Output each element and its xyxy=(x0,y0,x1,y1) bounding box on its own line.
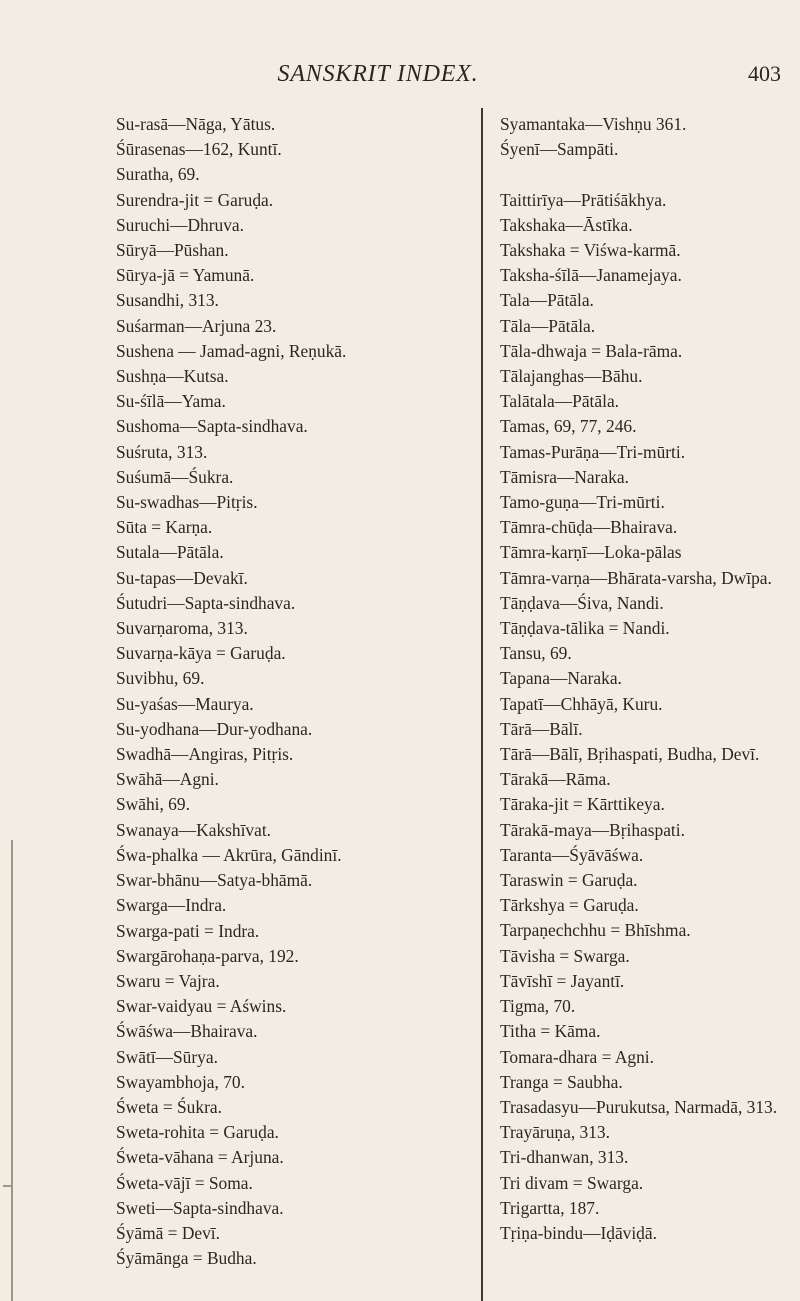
index-entry: Suśruta, 313. xyxy=(116,441,208,462)
index-entry: Taksha-śīlā—Janamejaya. xyxy=(500,265,682,286)
index-entry: Tāṇḍava—Śiva, Nandi. xyxy=(500,592,664,613)
index-entry: Śweta-vāhana = Arjuna. xyxy=(116,1147,284,1168)
margin-tick xyxy=(3,1185,13,1187)
index-entry: Tālajanghas—Bāhu. xyxy=(500,366,643,387)
column-divider xyxy=(481,108,483,1301)
index-entry: Sūta = Karṇa. xyxy=(116,517,213,538)
index-entry: Śwa-phalka — Akrūra, Gāndinī. xyxy=(116,844,342,865)
index-entry: Suvibhu, 69. xyxy=(116,668,205,689)
index-entry: Suvarṇa-kāya = Garuḍa. xyxy=(116,643,286,664)
index-entry: Tāṇḍava-tālika = Nandi. xyxy=(500,618,670,639)
index-entry: Swātī—Sūrya. xyxy=(116,1046,218,1067)
index-entry: Syamantaka—Vishṇu 361. xyxy=(500,114,687,134)
index-entry: Sushṇa—Kutsa. xyxy=(116,366,229,387)
index-entry: Śyāmā = Devī. xyxy=(116,1222,220,1243)
index-entry: Tārakā—Rāma. xyxy=(500,769,611,790)
index-entry: Swāhi, 69. xyxy=(116,794,190,815)
index-entry: Tārā—Bālī. xyxy=(500,718,583,739)
index-entry: Sutala—Pātāla. xyxy=(116,542,224,563)
index-entry: Su-śīlā—Yama. xyxy=(116,391,226,412)
index-entry: Talātala—Pātāla. xyxy=(500,391,620,412)
index-entry: Tāmra-chūḍa—Bhairava. xyxy=(500,517,678,538)
right-column xyxy=(500,112,790,1246)
index-entry: Taraswin = Garuḍa. xyxy=(500,870,638,891)
index-entry: Tāvīshī = Jayantī. xyxy=(500,970,625,991)
index-entry: Tomara-dhara = Agni. xyxy=(500,1046,654,1067)
running-title: SANSKRIT INDEX. xyxy=(277,61,479,87)
index-entry: Taittirīya—Prātiśākhya. xyxy=(500,189,667,210)
index-entry: Śyenī—Sampāti. xyxy=(500,139,619,160)
index-entry: Tṛiṇa-bindu—Iḍāviḍā. xyxy=(500,1222,657,1243)
index-entry: Suśumā—Śukra. xyxy=(116,466,234,487)
index-entry: Suvarṇaroma, 313. xyxy=(116,618,248,639)
index-entry: Swayambhoja, 70. xyxy=(116,1071,245,1092)
index-entry: Su-tapas—Devakī. xyxy=(116,567,248,588)
index-entry: Śyāmānga = Budha. xyxy=(116,1248,257,1269)
index-entry: Tigma, 70. xyxy=(500,996,576,1017)
page-number: 403 xyxy=(748,61,781,86)
index-entry: Tāvisha = Swarga. xyxy=(500,945,630,966)
index-entry: Su-yaśas—Maurya. xyxy=(116,693,254,714)
index-entry: Tamo-guṇa—Tri-mūrti. xyxy=(500,492,665,513)
index-entry: Trayāruṇa, 313. xyxy=(500,1122,610,1143)
index-entry: Su-yodhana—Dur-yodhana. xyxy=(116,718,313,739)
index-entry: Swarga—Indra. xyxy=(116,895,227,916)
running-head xyxy=(0,58,800,98)
index-entry: Swar-bhānu—Satya-bhāmā. xyxy=(116,870,313,891)
index-entry: Swāhā—Agni. xyxy=(116,769,219,790)
index-entry: Tāmisra—Naraka. xyxy=(500,466,629,487)
section-gap xyxy=(500,162,790,187)
index-entry: Sūryā—Pūshan. xyxy=(116,240,229,261)
index-entry: Tārakā-maya—Bṛihaspati. xyxy=(500,819,685,840)
index-entry: Taranta—Śyāvāśwa. xyxy=(500,844,644,865)
index-entry: Tāmra-karṇī—Loka-pālas xyxy=(500,542,682,563)
index-entry: Sushena — Jamad-agni, Reṇukā. xyxy=(116,340,347,361)
index-entry: Su-rasā—Nāga, Yātus. xyxy=(116,114,276,134)
index-entry: Suratha, 69. xyxy=(116,164,200,185)
index-entry: Swar-vaidyau = Aświns. xyxy=(116,996,287,1017)
index-entry: Tri divam = Swarga. xyxy=(500,1172,644,1193)
index-entry: Suruchi—Dhruva. xyxy=(116,214,244,235)
index-entry: Tāmra-varṇa—Bhārata-varsha, Dwīpa. xyxy=(500,567,772,588)
index-entry: Swadhā—Angiras, Pitṛis. xyxy=(116,744,294,765)
index-entry: Tapatī—Chhāyā, Kuru. xyxy=(500,693,663,714)
index-entry: Trasadasyu—Purukutsa, Narmadā, 313. xyxy=(500,1096,778,1117)
index-entry: Śūrasenas—162, Kuntī. xyxy=(116,139,282,160)
index-entry: Tāla-dhwaja = Bala-rāma. xyxy=(500,340,683,361)
index-entry: Swanaya—Kakshīvat. xyxy=(116,819,272,840)
index-entry: Takshaka—Āstīka. xyxy=(500,214,633,235)
index-entry: Swarga-pati = Indra. xyxy=(116,920,260,941)
index-entry: Surendra-jit = Garuḍa. xyxy=(116,189,274,210)
index-entry: Sweta-rohita = Garuḍa. xyxy=(116,1122,279,1143)
index-entry: Tārkshya = Garuḍa. xyxy=(500,895,639,916)
index-entry: Susandhi, 313. xyxy=(116,290,219,311)
index-entry: Tamas-Purāṇa—Tri-mūrti. xyxy=(500,441,686,462)
index-entry: Sushoma—Sapta-sindhava. xyxy=(116,416,308,437)
index-entry: Swaru = Vajra. xyxy=(116,970,220,991)
index-entry: Su-swadhas—Pitṛis. xyxy=(116,492,258,513)
index-entry: Trigartta, 187. xyxy=(500,1197,600,1218)
index-entry: Tansu, 69. xyxy=(500,643,572,664)
index-entry: Sūrya-jā = Yamunā. xyxy=(116,265,255,286)
index-entry: Tri-dhanwan, 313. xyxy=(500,1147,629,1168)
left-column xyxy=(116,112,424,1271)
index-entry: Tāraka-jit = Kārttikeya. xyxy=(500,794,665,815)
index-entry: Tarpaṇechchhu = Bhīshma. xyxy=(500,920,691,941)
index-entry: Tala—Pātāla. xyxy=(500,290,594,311)
index-entry: Śweta = Śukra. xyxy=(116,1096,222,1117)
index-entry: Tapana—Naraka. xyxy=(500,668,622,689)
index-entry: Tārā—Bālī, Bṛihaspati, Budha, Devī. xyxy=(500,744,760,765)
index-entry: Tamas, 69, 77, 246. xyxy=(500,416,637,437)
index-entry: Śutudri—Sapta-sindhava. xyxy=(116,592,296,613)
index-entry: Swargārohaṇa-parva, 192. xyxy=(116,945,299,966)
index-entry: Titha = Kāma. xyxy=(500,1021,601,1042)
index-entry: Tranga = Saubha. xyxy=(500,1071,623,1092)
index-entry: Takshaka = Viśwa-karmā. xyxy=(500,240,681,260)
index-entry: Śwāśwa—Bhairava. xyxy=(116,1021,258,1042)
index-entry: Tāla—Pātāla. xyxy=(500,315,596,336)
index-entry: Sweti—Sapta-sindhava. xyxy=(116,1197,284,1218)
margin-rule xyxy=(11,840,13,1301)
index-entry: Śweta-vājī = Soma. xyxy=(116,1172,253,1193)
index-entry: Suśarman—Arjuna 23. xyxy=(116,315,277,336)
